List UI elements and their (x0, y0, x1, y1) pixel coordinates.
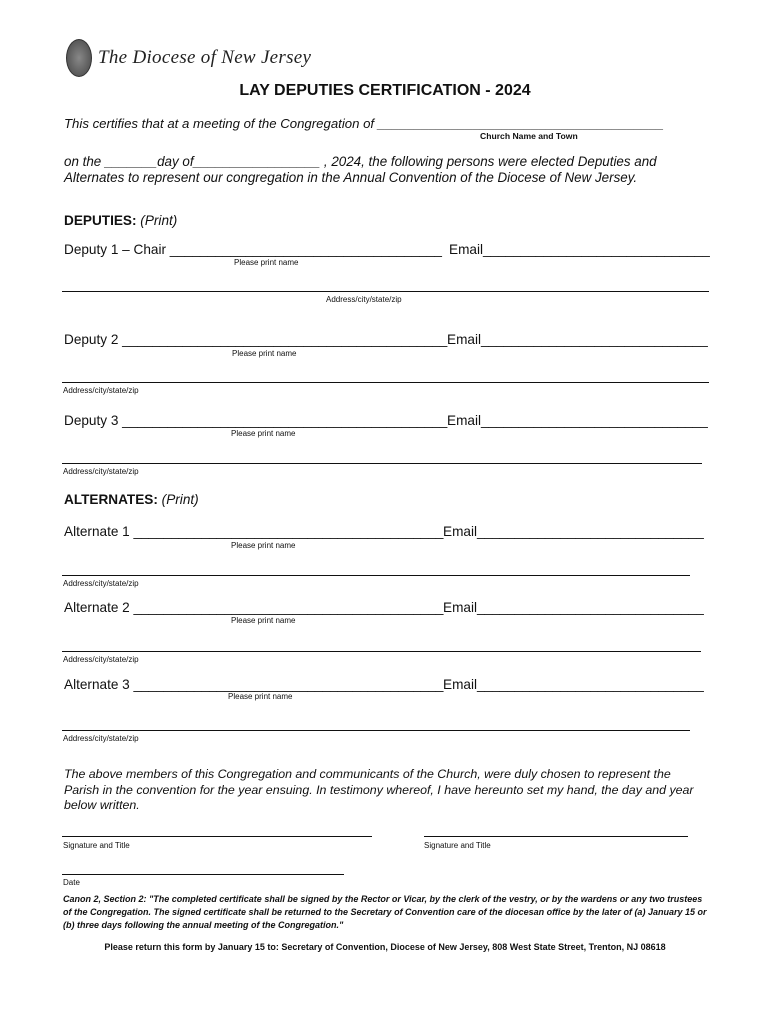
alternate-3-name-caption: Please print name (228, 692, 293, 701)
alternate-2-email-field[interactable]: Email______________________________ (443, 600, 704, 615)
deputy-2-address-line[interactable] (62, 382, 709, 383)
alternate-2-name-field[interactable]: Alternate 2 _________________________________________ (64, 600, 444, 615)
certifies-line: This certifies that at a meeting of the Congregation of _______________________________________ (64, 116, 664, 131)
deputy-1-address-line[interactable] (62, 291, 709, 292)
alternate-3-address-caption: Address/city/state/zip (63, 734, 139, 743)
deputy-3-address-caption: Address/city/state/zip (63, 467, 139, 476)
deputy-2-email-field[interactable]: Email______________________________ (447, 332, 708, 347)
diocese-seal-icon (66, 39, 92, 77)
signature-left-caption: Signature and Title (63, 841, 130, 850)
deputy-3-email-field[interactable]: Email______________________________ (447, 413, 708, 428)
alternates-heading (64, 492, 199, 507)
deputy-1-name-caption: Please print name (234, 258, 299, 267)
deputies-heading (64, 213, 177, 228)
alternate-2-address-line[interactable] (62, 651, 701, 652)
signature-right-line[interactable] (424, 836, 688, 837)
deputies-heading-note: (Print) (140, 213, 178, 228)
signature-left-line[interactable] (62, 836, 372, 837)
statement-line-3: below written. (64, 798, 140, 812)
date-line[interactable] (62, 874, 344, 875)
alternate-1-address-line[interactable] (62, 575, 690, 576)
statement-line-1: The above members of this Congregation and communicants of the Church, were duly chosen to represent the (64, 767, 671, 781)
deputy-1-email-field[interactable]: Email______________________________ (449, 242, 710, 257)
election-line-2: Alternates to represent our congregation in the Annual Convention of the Diocese of New Jersey. (64, 170, 638, 185)
deputies-heading-label: DEPUTIES: (64, 213, 137, 228)
church-name-caption: Church Name and Town (480, 131, 578, 141)
deputy-1-name-field[interactable]: Deputy 1 – Chair ____________________________________ (64, 242, 442, 257)
statement-line-2: Parish in the convention for the year ensuing. In testimony whereof, I have hereunto set my hand, the day and year (64, 783, 694, 797)
signature-right-caption: Signature and Title (424, 841, 491, 850)
alternate-1-name-field[interactable]: Alternate 1 _________________________________________ (64, 524, 444, 539)
deputy-1-address-caption: Address/city/state/zip (326, 295, 402, 304)
alternate-3-address-line[interactable] (62, 730, 690, 731)
logo-text: The Diocese of New Jersey (98, 47, 312, 68)
election-line-1: on the _______day of_________________ , 2024, the following persons were elected Deputies and (64, 154, 657, 169)
deputy-2-name-field[interactable]: Deputy 2 ___________________________________________ (64, 332, 448, 347)
alternates-heading-label: ALTERNATES: (64, 492, 158, 507)
alternate-3-email-field[interactable]: Email______________________________ (443, 677, 704, 692)
alternate-1-name-caption: Please print name (231, 541, 296, 550)
alternate-1-address-caption: Address/city/state/zip (63, 579, 139, 588)
deputy-3-name-field[interactable]: Deputy 3 ___________________________________________ (64, 413, 448, 428)
date-caption: Date (63, 878, 80, 887)
deputy-3-name-caption: Please print name (231, 429, 296, 438)
page-title: LAY DEPUTIES CERTIFICATION - 2024 (239, 82, 531, 99)
canon-text: Canon 2, Section 2: "The completed certificate shall be signed by the Rector or Vicar, by the clerk of the vestry, or by the wardens or any two trustees of the Congregation. The signed certificate shall be returned to the Secretary of Convention care of the diocesan office by the later of (a) January 15 or (b) three days following the annual meeting of the Congregation." (63, 894, 707, 930)
diocese-logo (66, 36, 311, 80)
alternate-3-name-field[interactable]: Alternate 3 _________________________________________ (64, 677, 444, 692)
alternates-heading-note: (Print) (161, 492, 199, 507)
alternate-2-address-caption: Address/city/state/zip (63, 655, 139, 664)
deputy-2-name-caption: Please print name (232, 349, 297, 358)
alternate-1-email-field[interactable]: Email______________________________ (443, 524, 704, 539)
deputy-2-address-caption: Address/city/state/zip (63, 386, 139, 395)
alternate-2-name-caption: Please print name (231, 616, 296, 625)
return-instructions: Please return this form by January 15 to: Secretary of Convention, Diocese of New Jersey, 808 West State Street, Trenton, NJ 08618 (104, 942, 666, 952)
deputy-3-address-line[interactable] (62, 463, 702, 464)
